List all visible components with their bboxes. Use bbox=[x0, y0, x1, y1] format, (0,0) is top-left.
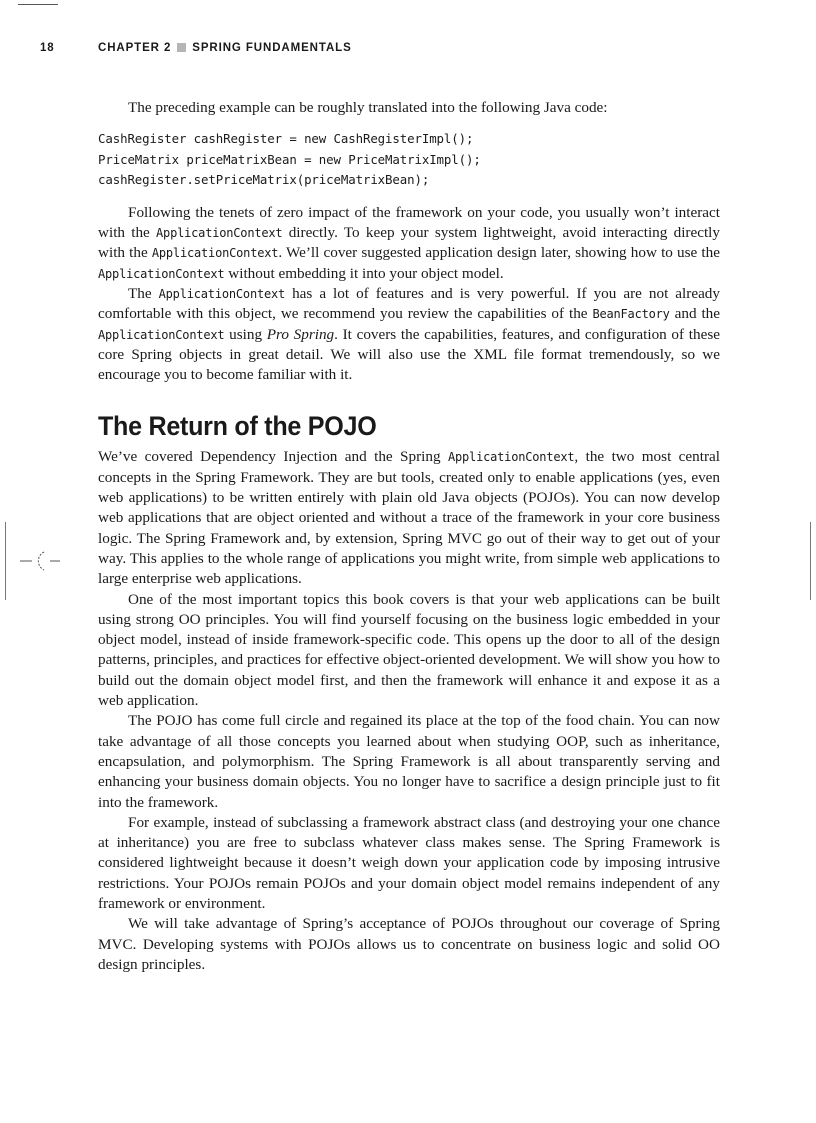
page-content bbox=[98, 98, 720, 975]
page-number: 18 bbox=[40, 42, 55, 54]
running-head bbox=[40, 42, 352, 54]
paragraph-subclassing-example: For example, instead of subclassing a framework abstract class (and destroying your one chance at inheritance) you are free to subclass whatever class makes sense. The Spring Framework is considered lightweight because it doesn’t weigh down your application code by imposing intrusive restrictions. Your POJOs remain POJOs and your domain object model remains independent of any framework or environment. bbox=[98, 813, 720, 912]
inline-code: ApplicationContext bbox=[98, 266, 225, 281]
code-block bbox=[98, 129, 720, 191]
crop-mark-left bbox=[5, 522, 6, 600]
code-line: PriceMatrix priceMatrixBean = new PriceMatrixImpl(); bbox=[98, 151, 481, 167]
inline-code: ApplicationContext bbox=[158, 286, 286, 301]
paragraph-oo-principles: One of the most important topics this book covers is that your web applications can be built using strong OO principles. You will find yourself focusing on the business logic embedded in your object model, instead of inside framework-specific code. This opens up the door to all of the design patterns, principles, and practices for effective object-oriented development. We will show you how to build out the domain object model first, and then the framework will enhance it and expose it as a web application. bbox=[98, 590, 720, 710]
inline-code: ApplicationContext bbox=[151, 246, 279, 261]
crop-mark-top bbox=[18, 4, 58, 5]
inline-code: ApplicationContext bbox=[98, 327, 225, 342]
inline-code: BeanFactory bbox=[592, 307, 670, 322]
registration-mark-icon bbox=[20, 546, 60, 576]
intro-paragraph: The preceding example can be roughly translated into the following Java code: bbox=[128, 99, 608, 116]
paragraph-pojo-full-circle: The POJO has come full circle and regained its place at the top of the food chain. You can now take advantage of all those concepts you learned about when studying OOP, such as inheritance, encapsulation, and polymorphism. The Spring Framework is all about transparently serving and enhancing your business domain objects. You no longer have to sacrifice a design principle just to fit into the framework. bbox=[98, 712, 720, 811]
paragraph-application-context-usage: Following the tenets of zero impact of the framework on your code, you usually won’t interact with the ApplicationContext directly. To keep your system lightweight, avoid interacting directly with the ApplicationContext. We’ll cover suggested application design later, showing how to use the ApplicationContext without embedding it into your object model. bbox=[98, 203, 720, 282]
section-heading: The Return of the POJO bbox=[98, 411, 377, 442]
chapter-label: CHAPTER 2 bbox=[98, 42, 172, 54]
chapter-title: SPRING FUNDAMENTALS bbox=[192, 42, 352, 54]
code-line: cashRegister.setPriceMatrix(priceMatrixBean); bbox=[98, 172, 430, 188]
code-line: CashRegister cashRegister = new CashRegisterImpl(); bbox=[98, 131, 474, 147]
crop-mark-right bbox=[810, 522, 811, 600]
paragraph-pojo-acceptance: We will take advantage of Spring’s acceptance of POJOs throughout our coverage of Spring MVC. Developing systems with POJOs allows us to concentrate on business logic and solid OO design principles. bbox=[98, 915, 720, 973]
inline-code: ApplicationContext bbox=[156, 226, 283, 241]
book-title: Pro Spring bbox=[266, 325, 335, 343]
inline-code: ApplicationContext bbox=[447, 450, 575, 465]
paragraph-application-context-features: The ApplicationContext has a lot of features and is very powerful. If you are not already comfortable with this object, we recommend you review the capabilities of the BeanFactory and the ApplicationContext using Pro Spring. It covers the capabilities, features, and configuration of these core Spring objects in great detail. We will also use the XML file format tremendously, so we encourage you to become familiar with it. bbox=[98, 284, 721, 384]
paragraph-pojo-intro: We’ve covered Dependency Injection and the Spring ApplicationContext, the two most central concepts in the Spring Framework. They are but tools, created only to enable applications (yes, even web applications) to be written entirely with plain old Java objects (POJOs). You can now develop web applications that are object oriented and without a trace of the framework in your core business logic. The Spring Framework and, by extension, Spring MVC go out of their way to get out of your way. This applies to the whole range of applications you might write, from simple web applications to large enterprise web applications. bbox=[98, 448, 720, 588]
separator-square-icon bbox=[177, 43, 186, 52]
